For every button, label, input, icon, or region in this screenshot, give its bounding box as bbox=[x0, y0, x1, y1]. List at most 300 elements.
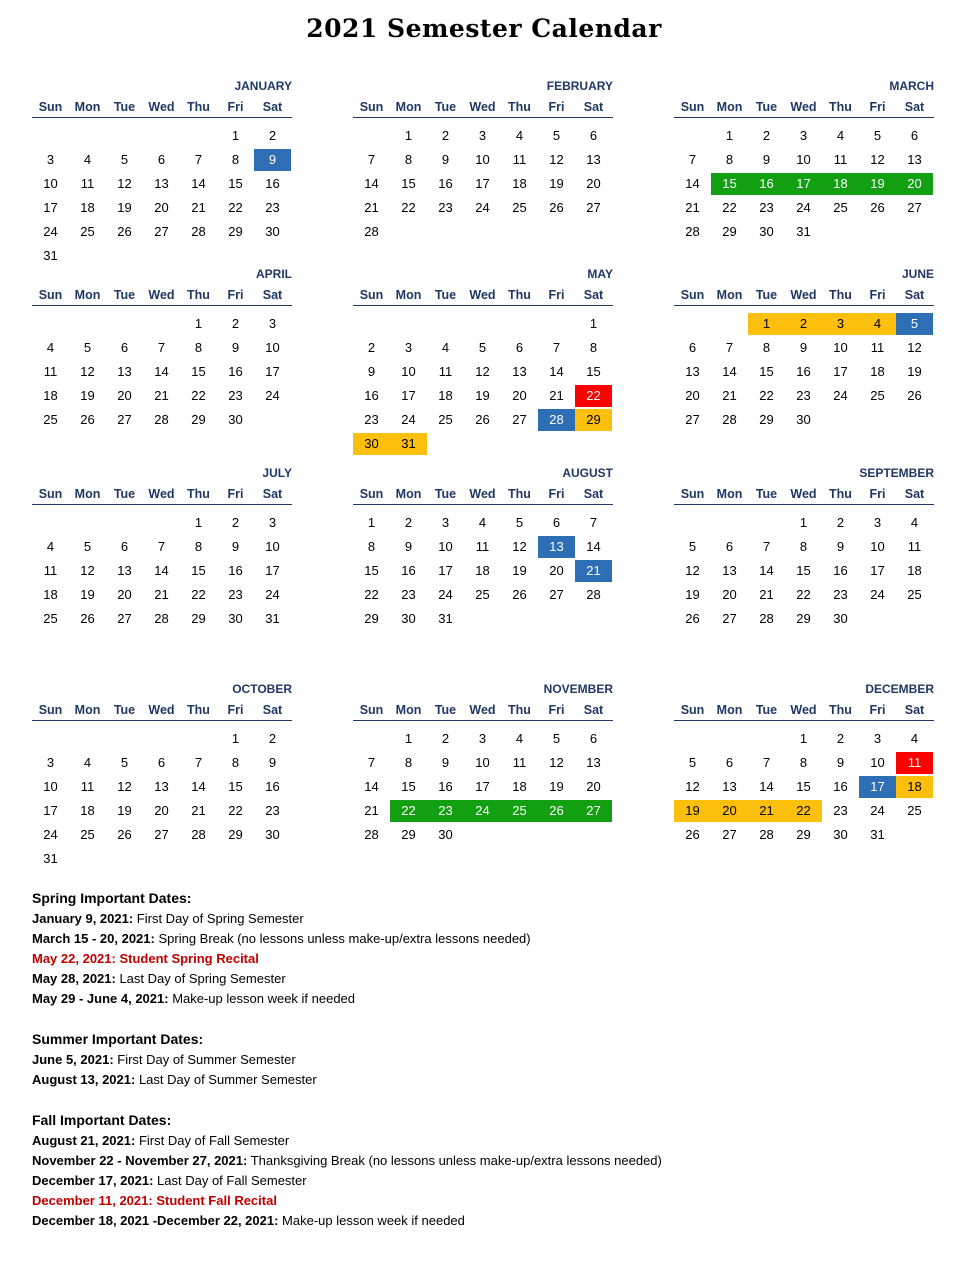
day-cell: 23 bbox=[759, 200, 774, 215]
day-cell: 13 bbox=[722, 563, 737, 578]
date-label: May 28, 2021: bbox=[32, 971, 116, 986]
month-name: FEBRUARY bbox=[546, 79, 613, 93]
weekday-label: Fri bbox=[548, 487, 565, 501]
day-cell: 23 bbox=[833, 587, 848, 602]
day-cell: 2 bbox=[367, 340, 376, 355]
day-cell: 19 bbox=[475, 388, 490, 403]
weekday-header bbox=[353, 285, 613, 306]
day-cell: 27 bbox=[907, 200, 922, 215]
day-cell: 14 bbox=[154, 364, 169, 379]
day-cell: 17 bbox=[870, 563, 885, 578]
day-cell: 7 bbox=[552, 340, 561, 355]
weekday-label: Fri bbox=[227, 703, 244, 717]
weekday-label: Sun bbox=[38, 487, 63, 501]
day-cell: 25 bbox=[475, 587, 490, 602]
day-cell: 30 bbox=[228, 611, 243, 626]
day-cell: 4 bbox=[46, 539, 55, 554]
weekday-label: Thu bbox=[508, 100, 531, 114]
date-label: March 15 - 20, 2021: bbox=[32, 931, 155, 946]
date-label: January 9, 2021: bbox=[32, 911, 134, 926]
weekday-label: Sat bbox=[583, 288, 604, 302]
day-cell: 15 bbox=[228, 176, 243, 191]
day-cell: 14 bbox=[722, 364, 737, 379]
weekday-label: Mon bbox=[74, 100, 101, 114]
weekday-label: Tue bbox=[755, 487, 778, 501]
day-cell: 16 bbox=[833, 563, 848, 578]
day-cell: 21 bbox=[154, 587, 169, 602]
date-label: December 11, 2021: bbox=[32, 1193, 153, 1208]
day-cell: 15 bbox=[191, 563, 206, 578]
day-cell: 9 bbox=[762, 152, 771, 167]
day-cell: 14 bbox=[191, 779, 206, 794]
day-cell: 19 bbox=[685, 587, 700, 602]
day-cell: 9 bbox=[231, 340, 240, 355]
day-cell: 20 bbox=[586, 176, 601, 191]
weekday-label: Mon bbox=[395, 703, 422, 717]
day-cell: 22 bbox=[759, 388, 774, 403]
day-cell: 4 bbox=[836, 128, 845, 143]
day-cell: 25 bbox=[438, 412, 453, 427]
section-title: Spring Important Dates: bbox=[32, 890, 192, 906]
day-cell: 18 bbox=[512, 779, 527, 794]
date-label: August 13, 2021: bbox=[32, 1072, 136, 1087]
day-cell: 22 bbox=[796, 587, 811, 602]
day-cell: 25 bbox=[80, 827, 95, 842]
day-cell: 1 bbox=[231, 128, 240, 143]
day-cell: 17 bbox=[785, 173, 822, 195]
day-cell: 23 bbox=[265, 200, 280, 215]
date-line bbox=[32, 1171, 932, 1191]
day-cell: 8 bbox=[194, 340, 203, 355]
day-cell: 17 bbox=[475, 176, 490, 191]
day-cell: 3 bbox=[873, 731, 882, 746]
day-cell: 17 bbox=[401, 388, 416, 403]
day-cell: 1 bbox=[799, 515, 808, 530]
day-cell: 18 bbox=[43, 587, 58, 602]
day-cell: 27 bbox=[722, 827, 737, 842]
day-cell: 24 bbox=[265, 587, 280, 602]
day-cell: 2 bbox=[441, 128, 450, 143]
weekday-label: Tue bbox=[113, 100, 136, 114]
weekday-label: Wed bbox=[469, 100, 496, 114]
day-cell: 6 bbox=[157, 755, 166, 770]
day-cell: 4 bbox=[910, 515, 919, 530]
day-cell: 14 bbox=[549, 364, 564, 379]
day-cell: 27 bbox=[512, 412, 527, 427]
date-line bbox=[32, 969, 932, 989]
day-cell: 22 bbox=[191, 388, 206, 403]
day-cell: 26 bbox=[475, 412, 490, 427]
day-cell: 7 bbox=[762, 755, 771, 770]
day-cell: 20 bbox=[549, 563, 564, 578]
day-cell: 17 bbox=[265, 563, 280, 578]
important-dates-section bbox=[32, 887, 932, 1009]
day-cell: 18 bbox=[512, 176, 527, 191]
weekday-label: Thu bbox=[829, 100, 852, 114]
day-cell: 25 bbox=[907, 803, 922, 818]
day-cell: 9 bbox=[836, 755, 845, 770]
recital-date-line bbox=[32, 949, 932, 969]
month-name: MARCH bbox=[889, 79, 934, 93]
date-label: December 17, 2021: bbox=[32, 1173, 154, 1188]
day-cell: 4 bbox=[46, 340, 55, 355]
day-cell: 25 bbox=[43, 412, 58, 427]
day-cell: 3 bbox=[268, 316, 277, 331]
day-cell: 25 bbox=[870, 388, 885, 403]
weekday-label: Mon bbox=[395, 100, 422, 114]
day-cell: 14 bbox=[685, 176, 700, 191]
day-cell: 26 bbox=[512, 587, 527, 602]
weekday-label: Sat bbox=[904, 288, 925, 302]
day-cell: 4 bbox=[441, 340, 450, 355]
day-cell: 10 bbox=[438, 539, 453, 554]
date-description: Make-up lesson week if needed bbox=[168, 991, 356, 1006]
weekday-label: Sat bbox=[904, 100, 925, 114]
date-description: Last Day of Fall Semester bbox=[153, 1173, 307, 1188]
day-cell: 4 bbox=[515, 731, 524, 746]
date-line bbox=[32, 1070, 932, 1090]
day-cell: 3 bbox=[478, 731, 487, 746]
day-cell: 8 bbox=[194, 539, 203, 554]
day-cell: 2 bbox=[762, 128, 771, 143]
day-cell: 17 bbox=[833, 364, 848, 379]
weekday-label: Fri bbox=[548, 100, 565, 114]
month-name: SEPTEMBER bbox=[859, 466, 934, 480]
day-cell: 29 bbox=[364, 611, 379, 626]
day-cell: 30 bbox=[353, 433, 390, 455]
weekday-label: Thu bbox=[508, 703, 531, 717]
month-name: NOVEMBER bbox=[543, 682, 613, 696]
day-cell: 12 bbox=[117, 779, 132, 794]
month-name: JUNE bbox=[901, 267, 934, 281]
day-cell: 26 bbox=[685, 827, 700, 842]
day-cell: 8 bbox=[799, 755, 808, 770]
day-cell: 19 bbox=[80, 587, 95, 602]
day-cell: 26 bbox=[538, 800, 575, 822]
day-cell: 7 bbox=[762, 539, 771, 554]
day-cell: 14 bbox=[364, 779, 379, 794]
date-line bbox=[32, 989, 932, 1009]
day-cell: 14 bbox=[759, 779, 774, 794]
date-description: Student Fall Recital bbox=[152, 1193, 277, 1208]
month-name: DECEMBER bbox=[865, 682, 934, 696]
weekday-label: Mon bbox=[395, 288, 422, 302]
weekday-label: Mon bbox=[716, 100, 743, 114]
day-cell: 30 bbox=[833, 611, 848, 626]
day-cell: 12 bbox=[549, 755, 564, 770]
month-name: JANUARY bbox=[234, 79, 292, 93]
day-cell: 14 bbox=[191, 176, 206, 191]
day-cell: 4 bbox=[859, 313, 896, 335]
weekday-label: Sat bbox=[262, 487, 283, 501]
day-cell: 6 bbox=[120, 340, 129, 355]
day-cell: 28 bbox=[759, 611, 774, 626]
day-cell: 23 bbox=[364, 412, 379, 427]
day-cell: 11 bbox=[870, 340, 885, 355]
day-cell: 7 bbox=[367, 152, 376, 167]
weekday-label: Sun bbox=[680, 487, 705, 501]
weekday-label: Tue bbox=[113, 703, 136, 717]
weekday-label: Sun bbox=[359, 703, 384, 717]
day-cell: 25 bbox=[512, 200, 527, 215]
day-cell: 21 bbox=[154, 388, 169, 403]
day-cell: 28 bbox=[154, 412, 169, 427]
day-cell: 3 bbox=[46, 152, 55, 167]
day-cell: 16 bbox=[265, 176, 280, 191]
day-cell: 29 bbox=[191, 412, 206, 427]
day-cell: 3 bbox=[441, 515, 450, 530]
day-cell: 7 bbox=[157, 539, 166, 554]
day-cell: 25 bbox=[43, 611, 58, 626]
day-cell: 2 bbox=[231, 515, 240, 530]
day-cell: 24 bbox=[43, 224, 58, 239]
day-cell: 1 bbox=[799, 731, 808, 746]
weekday-label: Tue bbox=[755, 288, 778, 302]
weekday-label: Sun bbox=[680, 100, 705, 114]
day-cell: 18 bbox=[43, 388, 58, 403]
day-cell: 3 bbox=[46, 755, 55, 770]
day-cell: 24 bbox=[265, 388, 280, 403]
day-cell: 16 bbox=[748, 173, 785, 195]
day-cell: 12 bbox=[80, 364, 95, 379]
day-cell: 28 bbox=[364, 224, 379, 239]
day-cell: 29 bbox=[796, 827, 811, 842]
day-cell: 13 bbox=[685, 364, 700, 379]
day-cell: 11 bbox=[475, 539, 490, 554]
weekday-label: Sun bbox=[38, 100, 63, 114]
weekday-label: Mon bbox=[74, 703, 101, 717]
day-cell: 13 bbox=[538, 536, 575, 558]
weekday-label: Wed bbox=[790, 703, 817, 717]
weekday-label: Sun bbox=[680, 703, 705, 717]
weekday-label: Sat bbox=[904, 487, 925, 501]
day-cell: 11 bbox=[833, 152, 848, 167]
weekday-label: Sat bbox=[583, 703, 604, 717]
day-cell: 31 bbox=[438, 611, 453, 626]
day-cell: 22 bbox=[401, 200, 416, 215]
day-cell: 7 bbox=[194, 152, 203, 167]
day-cell: 25 bbox=[80, 224, 95, 239]
day-cell: 11 bbox=[907, 539, 922, 554]
day-cell: 15 bbox=[759, 364, 774, 379]
weekday-label: Thu bbox=[187, 487, 210, 501]
day-cell: 5 bbox=[873, 128, 882, 143]
day-cell: 5 bbox=[120, 152, 129, 167]
day-cell: 13 bbox=[586, 755, 601, 770]
day-cell: 9 bbox=[441, 755, 450, 770]
weekday-label: Mon bbox=[74, 288, 101, 302]
date-description: Make-up lesson week if needed bbox=[278, 1213, 465, 1228]
day-cell: 30 bbox=[796, 412, 811, 427]
day-cell: 11 bbox=[43, 364, 58, 379]
day-cell: 12 bbox=[685, 563, 700, 578]
day-cell: 12 bbox=[870, 152, 885, 167]
day-cell: 4 bbox=[83, 152, 92, 167]
weekday-label: Sun bbox=[38, 703, 63, 717]
day-cell: 26 bbox=[80, 412, 95, 427]
day-cell: 22 bbox=[722, 200, 737, 215]
day-cell: 5 bbox=[478, 340, 487, 355]
day-cell: 23 bbox=[228, 587, 243, 602]
day-cell: 20 bbox=[154, 200, 169, 215]
day-cell: 23 bbox=[265, 803, 280, 818]
day-cell: 21 bbox=[549, 388, 564, 403]
weekday-header bbox=[32, 285, 292, 306]
weekday-label: Tue bbox=[434, 487, 457, 501]
day-cell: 15 bbox=[401, 779, 416, 794]
day-cell: 29 bbox=[401, 827, 416, 842]
day-cell: 29 bbox=[575, 409, 612, 431]
day-cell: 19 bbox=[907, 364, 922, 379]
day-cell: 28 bbox=[191, 827, 206, 842]
day-cell: 30 bbox=[228, 412, 243, 427]
day-cell: 27 bbox=[117, 412, 132, 427]
weekday-label: Thu bbox=[829, 288, 852, 302]
weekday-label: Fri bbox=[548, 288, 565, 302]
date-description: First Day of Fall Semester bbox=[135, 1133, 290, 1148]
day-cell: 27 bbox=[586, 200, 601, 215]
weekday-label: Thu bbox=[508, 288, 531, 302]
day-cell: 19 bbox=[117, 200, 132, 215]
day-cell: 11 bbox=[512, 755, 527, 770]
day-cell: 8 bbox=[762, 340, 771, 355]
date-line bbox=[32, 1131, 932, 1151]
weekday-label: Fri bbox=[227, 487, 244, 501]
day-cell: 26 bbox=[685, 611, 700, 626]
day-cell: 6 bbox=[725, 539, 734, 554]
day-cell: 26 bbox=[870, 200, 885, 215]
day-cell: 8 bbox=[404, 152, 413, 167]
day-cell: 20 bbox=[586, 779, 601, 794]
day-cell: 8 bbox=[589, 340, 598, 355]
day-cell: 16 bbox=[438, 779, 453, 794]
weekday-label: Wed bbox=[148, 703, 175, 717]
day-cell: 3 bbox=[799, 128, 808, 143]
day-cell: 2 bbox=[268, 731, 277, 746]
weekday-label: Sun bbox=[38, 288, 63, 302]
day-cell: 20 bbox=[711, 800, 748, 822]
day-cell: 15 bbox=[586, 364, 601, 379]
date-description: Student Spring Recital bbox=[115, 951, 259, 966]
day-cell: 9 bbox=[799, 340, 808, 355]
weekday-header bbox=[353, 700, 613, 721]
day-cell: 1 bbox=[725, 128, 734, 143]
weekday-label: Wed bbox=[469, 703, 496, 717]
day-cell: 5 bbox=[515, 515, 524, 530]
day-cell: 3 bbox=[822, 313, 859, 335]
day-cell: 23 bbox=[427, 800, 464, 822]
day-cell: 13 bbox=[907, 152, 922, 167]
day-cell: 10 bbox=[401, 364, 416, 379]
day-cell: 13 bbox=[154, 779, 169, 794]
day-cell: 7 bbox=[367, 755, 376, 770]
day-cell: 16 bbox=[438, 176, 453, 191]
day-cell: 15 bbox=[228, 779, 243, 794]
weekday-label: Mon bbox=[395, 487, 422, 501]
day-cell: 30 bbox=[265, 827, 280, 842]
day-cell: 6 bbox=[589, 731, 598, 746]
day-cell: 1 bbox=[748, 313, 785, 335]
day-cell: 7 bbox=[688, 152, 697, 167]
day-cell: 16 bbox=[796, 364, 811, 379]
weekday-label: Wed bbox=[790, 100, 817, 114]
day-cell: 28 bbox=[538, 409, 575, 431]
day-cell: 8 bbox=[799, 539, 808, 554]
day-cell: 27 bbox=[549, 587, 564, 602]
day-cell: 1 bbox=[404, 731, 413, 746]
weekday-label: Sat bbox=[583, 487, 604, 501]
day-cell: 31 bbox=[796, 224, 811, 239]
day-cell: 24 bbox=[401, 412, 416, 427]
day-cell: 14 bbox=[586, 539, 601, 554]
weekday-header bbox=[674, 484, 934, 505]
day-cell: 28 bbox=[154, 611, 169, 626]
weekday-label: Mon bbox=[716, 487, 743, 501]
weekday-label: Fri bbox=[227, 288, 244, 302]
day-cell: 20 bbox=[685, 388, 700, 403]
weekday-label: Fri bbox=[227, 100, 244, 114]
day-cell: 22 bbox=[785, 800, 822, 822]
weekday-label: Thu bbox=[187, 100, 210, 114]
day-cell: 20 bbox=[722, 587, 737, 602]
day-cell: 10 bbox=[265, 539, 280, 554]
day-cell: 27 bbox=[575, 800, 612, 822]
date-description: Last Day of Spring Semester bbox=[115, 971, 286, 986]
date-description: Last Day of Summer Semester bbox=[135, 1072, 317, 1087]
day-cell: 5 bbox=[688, 539, 697, 554]
weekday-header bbox=[353, 97, 613, 118]
date-label: June 5, 2021: bbox=[32, 1052, 114, 1067]
day-cell: 22 bbox=[228, 803, 243, 818]
day-cell: 6 bbox=[725, 755, 734, 770]
day-cell: 28 bbox=[364, 827, 379, 842]
page-title: 2021 Semester Calendar bbox=[306, 14, 662, 43]
month-name: AUGUST bbox=[562, 466, 613, 480]
day-cell: 16 bbox=[401, 563, 416, 578]
day-cell: 19 bbox=[549, 779, 564, 794]
day-cell: 7 bbox=[589, 515, 598, 530]
day-cell: 21 bbox=[685, 200, 700, 215]
day-cell: 30 bbox=[833, 827, 848, 842]
day-cell: 22 bbox=[191, 587, 206, 602]
weekday-label: Thu bbox=[829, 703, 852, 717]
day-cell: 10 bbox=[870, 755, 885, 770]
day-cell: 2 bbox=[836, 515, 845, 530]
day-cell: 27 bbox=[117, 611, 132, 626]
day-cell: 26 bbox=[80, 611, 95, 626]
day-cell: 19 bbox=[859, 173, 896, 195]
day-cell: 3 bbox=[404, 340, 413, 355]
day-cell: 18 bbox=[822, 173, 859, 195]
day-cell: 28 bbox=[722, 412, 737, 427]
date-line bbox=[32, 1050, 932, 1070]
day-cell: 23 bbox=[401, 587, 416, 602]
day-cell: 19 bbox=[549, 176, 564, 191]
day-cell: 16 bbox=[364, 388, 379, 403]
day-cell: 11 bbox=[43, 563, 58, 578]
month-name: OCTOBER bbox=[232, 682, 292, 696]
day-cell: 15 bbox=[364, 563, 379, 578]
day-cell: 24 bbox=[438, 587, 453, 602]
weekday-label: Sun bbox=[680, 288, 705, 302]
day-cell: 9 bbox=[231, 539, 240, 554]
day-cell: 27 bbox=[154, 224, 169, 239]
day-cell: 6 bbox=[515, 340, 524, 355]
day-cell: 8 bbox=[404, 755, 413, 770]
day-cell: 24 bbox=[870, 587, 885, 602]
weekday-label: Sun bbox=[359, 487, 384, 501]
day-cell: 10 bbox=[796, 152, 811, 167]
